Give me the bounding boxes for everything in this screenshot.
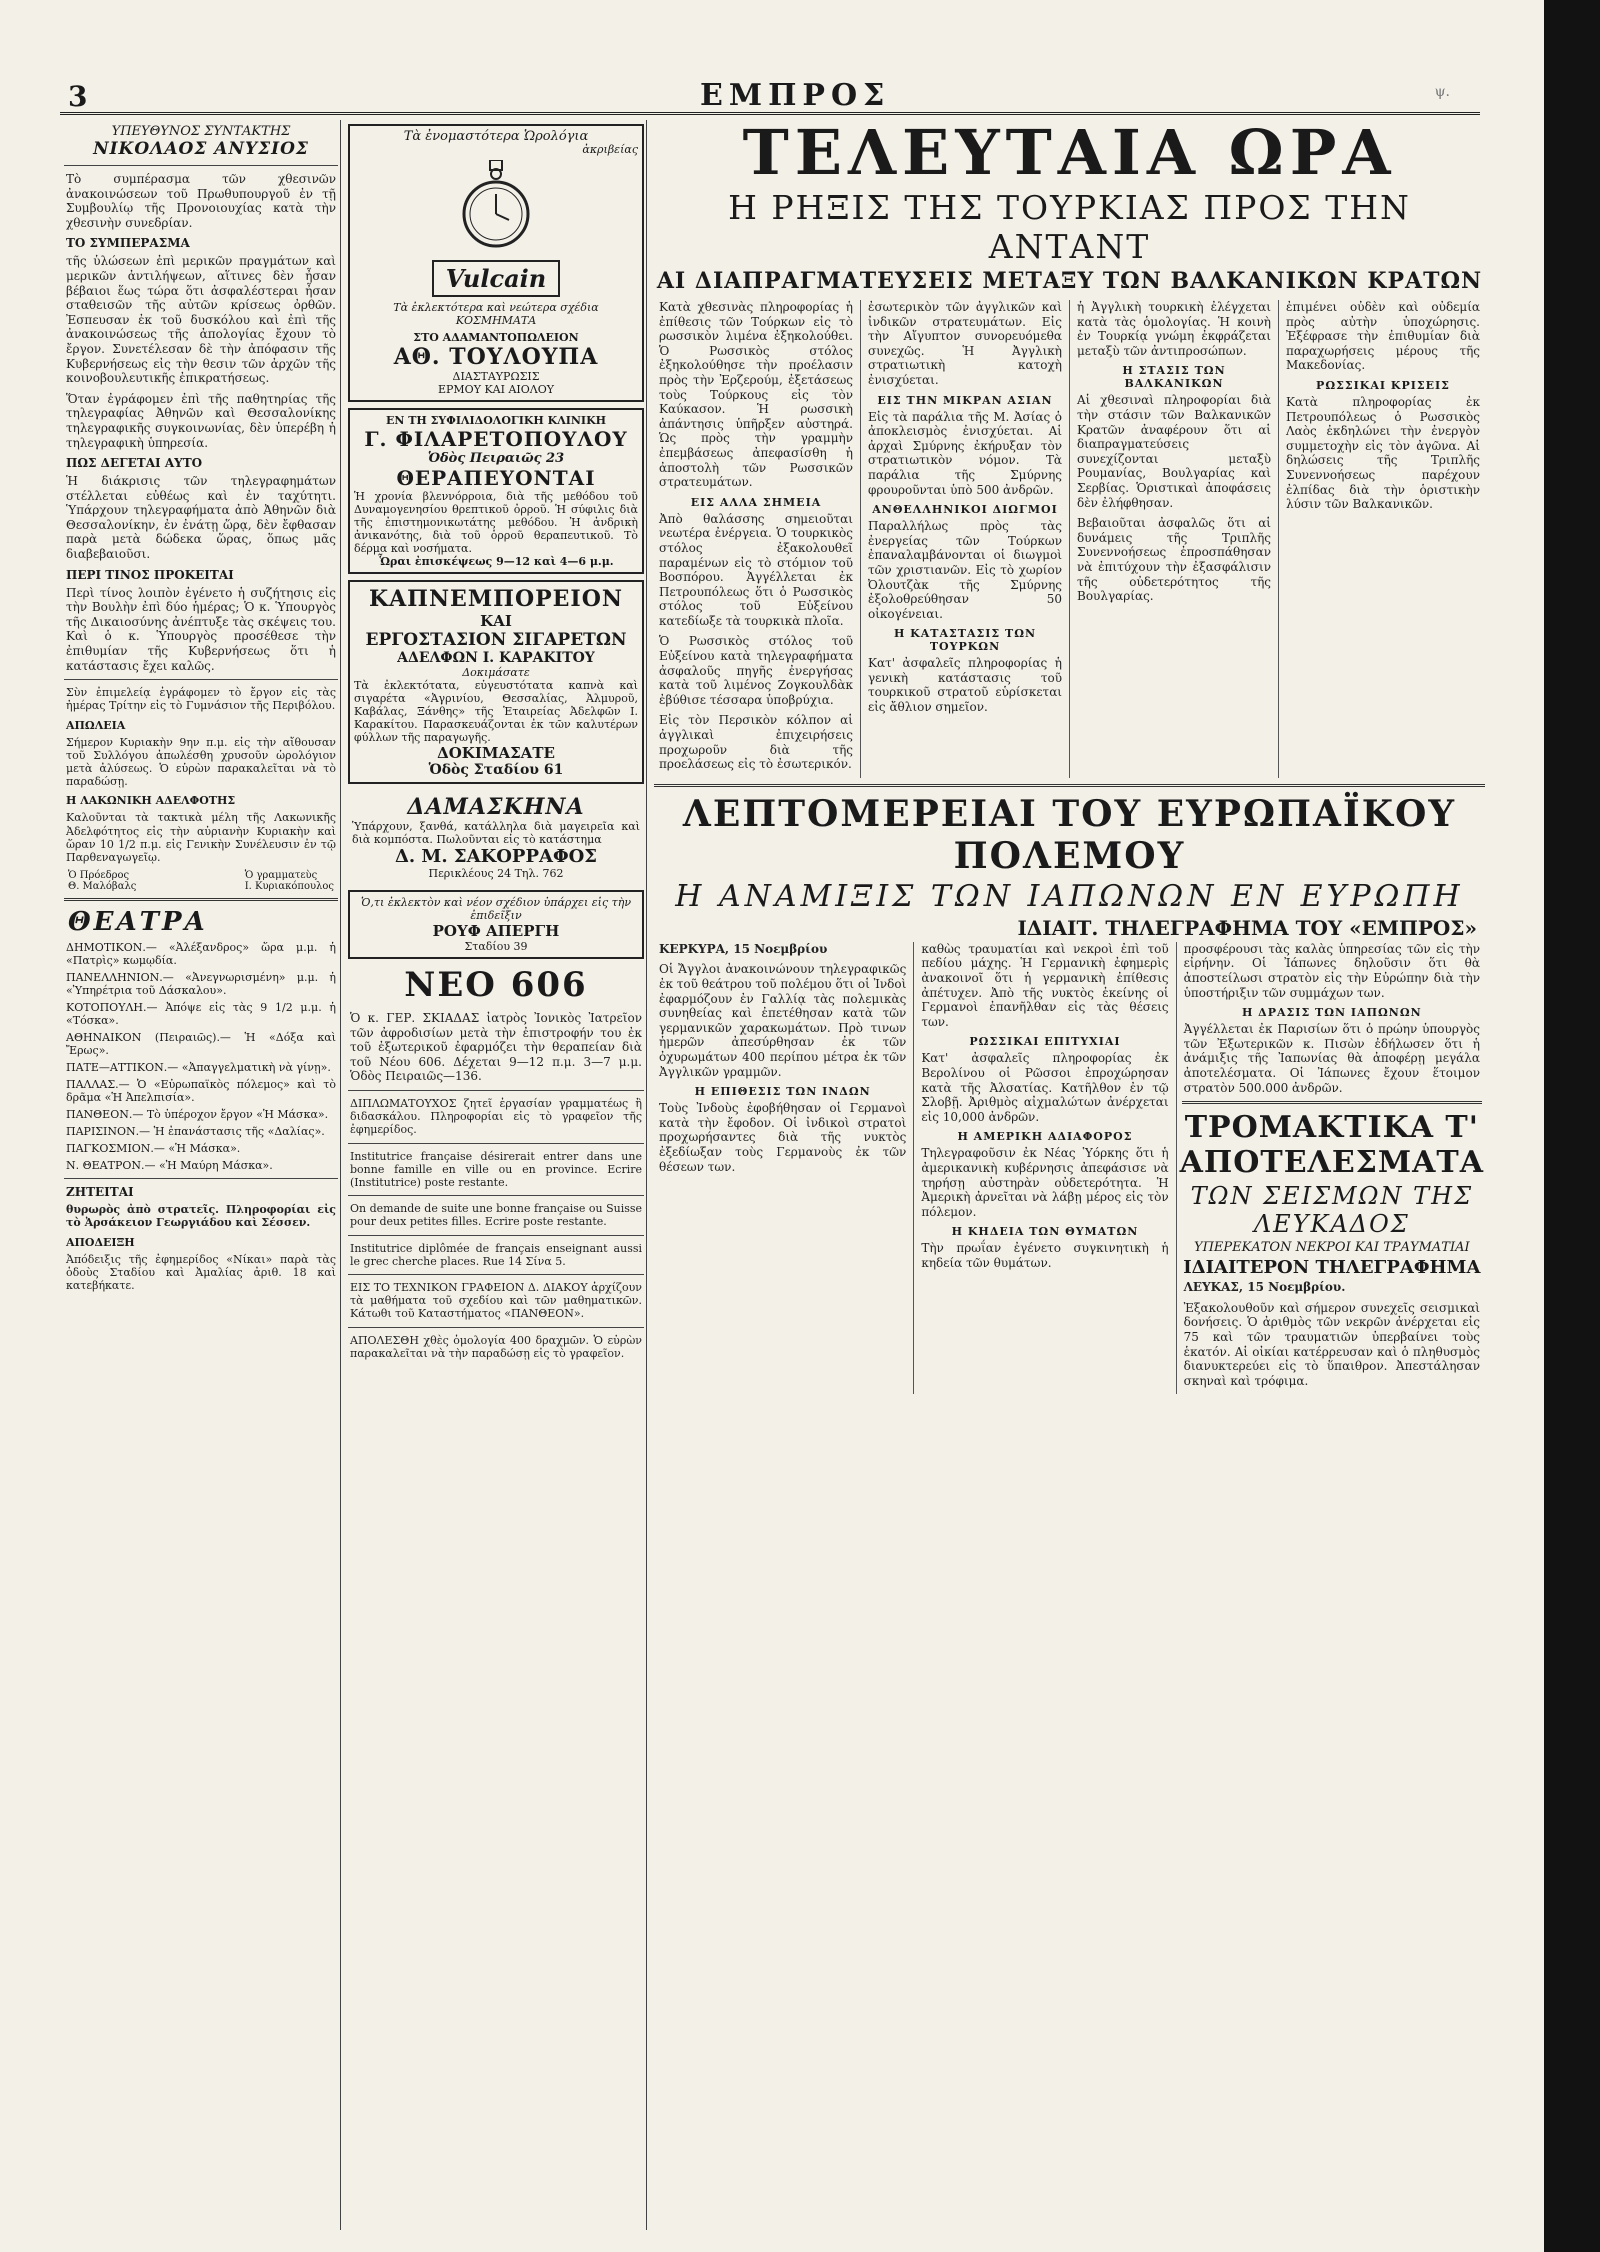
war-c-1: προσφέρουσι τὰς καλὰς ὑπηρεσίας τῶν εἰς τὴν εἰρήνην. Οἱ Ἰάπωνες δηλοῦσιν ὅτι θὰ ἀποστείλωσι στρατὸν εἰς τὴν Εὐρώπην διὰ τὴν ὑποστήριξιν τῶν συμμάχων των. bbox=[1183, 941, 1480, 1000]
wanted-subhead: ΖΗΤΕΙΤΑΙ bbox=[66, 1185, 134, 1200]
clinic-hours: Ὧραι ἐπισκέψεως 9—12 καὶ 4—6 μ.μ. bbox=[378, 555, 614, 568]
war-a-1: Οἱ Ἄγγλοι ἀνακοινώνουν τηλεγραφικῶς ἐκ τοῦ θεάτρου τοῦ πολέμου ὅτι οἱ Ἰνδοὶ ἐφαρμόζουν ἐν Γαλλίᾳ τὰς πολεμικὰς συνηθείας καὶ ἐπετέθησαν κατὰ τῶν γερμανικῶν χαρακωμάτων. Πρὸ τινων ἡμερῶν ἀπεσύρθησαν ἐκ τῶν ὀχυρωμάτων 400 περίπου μέτρα ἐκ τῶν Ἀγγλικῶν γραμμῶν. bbox=[659, 962, 907, 1079]
article-1-body: τῆς ὑλώσεων ἐπὶ μερικῶν πραγμάτων καὶ μερικῶν ἀντιλήψεων, αἵτινες δὲν ἦσαν βέβαιοι ἕως τώρα ὅτι ἀσφαλέστεραι ἦσαν σταθεισῶν τῆς αὐτῶν κρίσεως ὀρθῶν. Ἐσπευσαν ἐκ τοῦ δυσκόλου καὶ ἐπὶ τῆς ἀνακοινώσεως τῆς ἀπολογίας ἔχουν τὸ ἔργον. Συνετέλεσαν δὲ τὴν ἀπόφασιν τῆς Κυβερνήσεως εἰς τὴν θεσιν τῶν ἀρχῶν τῆς κοινοβουλευτικῆς ἐπικρατήσεως. bbox=[66, 254, 336, 386]
news-b-4: Κατ' ἀσφαλεῖς πληροφορίας ἡ γενικὴ κατάστασις τοῦ τουρκικοῦ στρατοῦ εὑρίσκεται εἰς ἄθλιον σημεῖον. bbox=[868, 656, 1062, 715]
war-column-c bbox=[1177, 942, 1487, 1395]
clinic-text: Ἡ χρονία βλεννόρροια, διὰ τῆς μεθόδου τοῦ Δυναμογενησίου θρεπτικοῦ ὀρροῦ. Ἡ σύφιλις διὰ τῆς ἐπιστημονικωτάτης μεθόδου. Ἡ ἀνδρικὴ ἀνικανότης, διὰ τοῦ ὁρροῦ θεραπευτικοῦ. Τὸ δέρμα καὶ νοσήματα. bbox=[354, 490, 638, 555]
tobacco-text: Τὰ ἐκλεκτότατα, εὐγευστότατα καπνὰ καὶ σιγαρέτα «Ἀγρινίου, Θεσσαλίας, Ἀλμυροῦ, Καβάλας, Ξάνθης» τῆς Ἑταιρείας Ἀδελφῶν Ι. Καρακίτου. Παρασκευάζονται ἐκ τῶν καλυτέρων φύλλων τῆς παραγωγῆς. bbox=[354, 679, 638, 744]
watch-ad bbox=[348, 124, 644, 402]
tobacco-line4: ΑΔΕΛΦΩΝ Ι. ΚΑΡΑΚΙΤΟΥ bbox=[397, 650, 595, 666]
war-subtitle: Η ΑΝΑΜΙΞΙΣ ΤΩΝ ΙΑΠΩΝΩΝ ΕΝ ΕΥΡΩΠΗ bbox=[675, 878, 1464, 914]
watch-ad-line5: ΔΙΑΣΤΑΥΡΩΣΙΣ bbox=[452, 370, 540, 383]
war-b-4: Τὴν πρωΐαν ἐγένετο συγκινητικὴ ἡ κηδεία τῶν θυμάτων. bbox=[921, 1241, 1169, 1270]
clinic-address: Ὁδὸς Πειραιῶς 23 bbox=[427, 451, 565, 466]
war-b-subhead-3: Η ΚΗΔΕΙΑ ΤΩΝ ΘΥΜΑΤΩΝ bbox=[951, 1225, 1139, 1239]
article-1-lead: Τὸ συμπέρασμα τῶν χθεσινῶν ἀνακοινώσεων τοῦ Πρωθυπουργοῦ ἐν τῇ Συμβουλίῳ τῆς Προνοιουχίας κατὰ τὴν χθεσινὴν συνεδρίαν. bbox=[66, 172, 336, 230]
scan-edge bbox=[1544, 0, 1600, 2252]
headline-sub-1: Η ΡΗΞΙΣ ΤΗΣ ΤΟΥΡΚΙΑΣ ΠΡΟΣ ΤΗΝ ΑΝΤΑΝΤ bbox=[728, 188, 1411, 266]
watch-ad-line6: ΕΡΜΟΥ ΚΑΙ ΑΙΟΛΟΥ bbox=[437, 383, 554, 396]
watch-ad-line3: Τὰ ἐκλεκτότερα καὶ νεώτερα σχέδια ΚΟΣΜΗΜΑΤΑ bbox=[393, 301, 599, 327]
theatre-item: ΠΑΝΘΕΟΝ.— Τὸ ὑπέροχον ἔργον «Ἡ Μάσκα». bbox=[66, 1108, 329, 1122]
misc-notice-2: Institutrice française désirerait entrer dans une bonne famille en ville ou en province. Ecrire (Institutrice) poste restante. bbox=[350, 1149, 642, 1189]
watch-brand: Vulcain bbox=[432, 260, 560, 297]
news-c-subhead: Η ΣΤΑΣΙΣ ΤΩΝ ΒΑΛΚΑΝΙΚΩΝ bbox=[1122, 364, 1226, 391]
editor-label: ΥΠΕΥΘΥΝΟΣ ΣΥΝΤΑΚΤΗΣ bbox=[111, 124, 291, 139]
news-a-2: Ἀπὸ θαλάσσης σημειοῦται νεωτέρα ἐνέργεια. Ὁ τουρκικὸς στόλος ἐξακολουθεῖ παραμένων εἰς τὸ στόμιον τοῦ Βοσπόρου. Ἀγγέλλεται ἐκ Πετρουπόλεως ὅτι ὁ Ρωσσικὸς στόλος τοῦ Εὐξείνου κατεδίωξε τὰ τουρκικὰ πλοῖα. bbox=[659, 511, 853, 628]
misc-notice-3: On demande de suite une bonne française ou Suisse pour deux petites filles. Ecrire poste restante. bbox=[350, 1202, 643, 1229]
news-b-subhead-2: ΑΝΘΕΛΛΗΝΙΚΟΙ ΔΙΩΓΜΟΙ bbox=[872, 503, 1058, 517]
watch-ad-line2: ἀκριβείας bbox=[582, 143, 638, 156]
lakonian-signatures bbox=[68, 870, 334, 892]
news-b-2: Εἰς τὰ παράλια τῆς Μ. Ἀσίας ὁ ἀποκλεισμὸς ἐνισχύεται. Αἱ ἀρχαὶ Σμύρνης ἐκήρυξαν τὸν στρατιωτικὸν νόμον. Τὰ παράλια τῆς Σμύρνης φρουροῦνται ὑπὸ 500 ἀνδρῶν. bbox=[868, 409, 1062, 497]
news-a-4: Εἰς τὸν Περσικὸν κόλπον αἱ ἀγγλικαὶ ἐπιχειρήσεις προχωροῦν διὰ τῆς προελάσεως εἰς τὸ ἐσωτερικόν. bbox=[659, 713, 853, 772]
article-1-subhead: ΤΟ ΣΥΜΠΕΡΑΣΜΑ bbox=[66, 236, 190, 251]
war-b-1: καθὼς τραυματίαι καὶ νεκροὶ ἐπὶ τοῦ πεδίου μάχης. Ἡ Γερμανικὴ ἐφημερὶς ἀνακοινοῖ ὅτι ἡ γερμανικὴ ἐπίθεσις ἀπέτυχεν. Ἀπὸ τῆς νυκτὸς ἐκείνης οἱ Γερμανοὶ ἐπανῆλθαν εἰς τὰς θέσεις των. bbox=[921, 941, 1169, 1029]
news-area bbox=[652, 120, 1487, 2230]
news-d-2: Κατὰ πληροφορίας ἐκ Πετρουπόλεως ὁ Ρωσσικὸς Λαὸς ἐκδηλώνει τὴν ἐνεργὸν συμμετοχὴν εἰς τὸν ἀγῶνα. Αἱ δηλώσεις τῆς Τριπλῆς Συνεννοήσεως παρέχουν ἐλπίδας διὰ τὴν ὁριστικὴν λύσιν τῶν Βαλκανικῶν. bbox=[1286, 394, 1480, 512]
theatre-item: ΠΑΝΕΛΛΗΝΙΟΝ.— «Ἀνεγνωρισμένη» μ.μ. ἡ «Ὑπηρέτρια τοῦ Δάσκαλου». bbox=[66, 971, 336, 998]
prunes-shop: Δ. Μ. ΣΑΚΟΡΡΑΦΟΣ bbox=[394, 846, 598, 867]
watch-shop: ΑΘ. ΤΟΥΛΟΥΠΑ bbox=[393, 344, 599, 370]
war-column-a bbox=[652, 942, 914, 1395]
left-column bbox=[62, 120, 341, 2230]
quake-title: ΤΡΟΜΑΚΤΙΚΑ Τ' ΑΠΟΤΕΛΕΣΜΑΤΑ bbox=[1179, 1110, 1484, 1181]
news-c-2: Αἱ χθεσιναὶ πληροφορίαι διὰ τὴν στάσιν τῶν Βαλκανικῶν Κρατῶν ἀναφέρουν ὅτι αἱ διαπραγματεύσεις συνεχίζονται μεταξὺ Ρουμανίας, Βουλγαρίας καὶ Σερβίας. Ὁριστικαὶ ἀποφάσεις δὲν ἐλήφθησαν. bbox=[1077, 393, 1271, 510]
ads-column bbox=[346, 120, 647, 2230]
news-a-subhead: ΕΙΣ ΑΛΛΑ ΣΗΜΕΙΑ bbox=[690, 495, 822, 509]
clinic-ad bbox=[348, 408, 644, 574]
notice-1: Σὺν ἐπιμελείᾳ ἐγράφομεν τὸ ἔργον εἰς τὰς ἡμέρας Τρίτην εἰς τὸ Γυμνάσιον τῆς Περιβόλου. bbox=[66, 686, 336, 713]
watch-ad-line1: Τὰ ἐνομαστότερα Ὡρολόγια bbox=[403, 129, 589, 144]
tobacco-address: Ὁδὸς Σταδίου 61 bbox=[428, 762, 564, 778]
war-dateline: ΚΕΡΚΥΡΑ, 15 Νοεμβρίου bbox=[659, 941, 828, 956]
article-2-subhead: ΠΩΣ ΔΕΓΕΤΑΙ ΑΥΤΟ bbox=[66, 456, 203, 471]
lakonian-notice: Καλοῦνται τὰ τακτικὰ μέλη τῆς Λακωνικῆς Ἀδελφότητος εἰς τὴν αὐριανὴν Κυριακὴν καὶ ὥραν 10 1/2 π.μ. εἰς Γενικὴν Συνέλευσιν ἐν τῷ Παρθεναγωγεῖῳ. bbox=[66, 811, 336, 865]
misc-notice-4: Institutrice diplômée de français enseignant aussi le grec cherche places. Rue 14 Σίνα 5. bbox=[350, 1241, 642, 1268]
theatre-item: ΠΑΓΚΟΣΜΙΟΝ.— «Ἡ Μάσκα». bbox=[66, 1142, 241, 1156]
news-b-3: Παραλλήλως πρὸς τὰς ἐνεργείας τῶν Τούρκων ἐπαναλαμβάνονται οἱ διωγμοὶ τῶν χριστιανῶν. Εἰς τὸ χωρίον Ὀλουτζὰκ τῆς Σμύρνης ἐξολοθρεύθησαν 50 οἰκογένειαι. bbox=[868, 519, 1062, 621]
article-2-lead: Ὅταν ἐγράφομεν ἐπὶ τῆς παθητηρίας τῆς τηλεγραφίας Ἀθηνῶν καὶ Θεσσαλονίκης τηλεγραφικῆς συγκοινωνίας, δὲν ὑπερέβη ἡ τηλεγραφικὴ ὑπηρεσία. bbox=[66, 391, 336, 450]
lost-subhead: ΑΠΩΛΕΙΑ bbox=[66, 718, 126, 732]
theatre-item: ΠΑΤΕ—ΑΤΤΙΚΟΝ.— «Ἀπαγγελματικὴ νὰ γίνῃ». bbox=[66, 1061, 331, 1075]
war-b-subhead-1: ΡΩΣΣΙΚΑΙ ΕΠΙΤΥΧΙΑΙ bbox=[969, 1035, 1121, 1049]
theatre-title: ΘΕΑΤΡΑ bbox=[68, 907, 208, 938]
clinic-line1: ΕΝ ΤΗ ΣΥΦΙΛΙΔΟΛΟΓΙΚΗ ΚΛΙΝΙΚΗ bbox=[385, 414, 607, 427]
theatre-item: ΚΟΤΟΠΟΥΛΗ.— Ἀπόψε εἰς τὰς 9 1/2 μ.μ. ἡ «Τόσκα». bbox=[66, 1001, 336, 1028]
tailor-ad bbox=[348, 890, 644, 959]
headline: ΤΕΛΕΥΤΑΙΑ ΩΡΑ bbox=[742, 120, 1397, 189]
lakonian-subhead: Η ΛΑΚΩΝΙΚΗ ΑΔΕΛΦΟΤΗΣ bbox=[66, 794, 236, 808]
war-column-b bbox=[914, 942, 1176, 1395]
tailor-address: Σταδίου 39 bbox=[464, 940, 528, 953]
page-tag: ψ. bbox=[1434, 84, 1450, 100]
masthead-bar bbox=[60, 78, 1480, 115]
top-news-columns bbox=[652, 300, 1487, 778]
misc-notice-6: ΑΠΟΛΕΣΘΗ χθὲς ὁμολογία 400 δραχμῶν. Ὁ εὑρὼν παρακαλεῖται νὰ τὴν παραδώσῃ εἰς τὸ γραφεῖον. bbox=[350, 1333, 642, 1360]
final-notice: Ἀπόδειξις τῆς ἐφημερίδος «Νίκαι» παρὰ τὰς ὁδοὺς Σταδίου καὶ Ἀμαλίας ἀριθ. 18 καὶ κατεβήκατε. bbox=[66, 1252, 336, 1293]
tobacco-line2: ΚΑΙ bbox=[480, 612, 512, 630]
theatre-item: Ν. ΘΕΑΤΡΟΝ.— «Ἡ Μαύρη Μάσκα». bbox=[66, 1159, 273, 1173]
news-a-1: Κατὰ χθεσινὰς πληροφορίας ἡ ἐπίθεσις τῶν Τούρκων εἰς τὸ ρωσσικὸν λιμένα ἐξηκολούθει. Ὁ Ρωσσικὸς στόλος ἐξηκολούθησε τὴν προέλασιν πρὸς τὴν Ἐρζερούμ, ἐξετάσεως τοὺς Τούρκους εἰς τὸν Καύκασον. Ἡ ρωσσικὴ ἀπάντησις ὑπῆρξεν αὐστηρά. Ὡς πρὸς τὴν γραμμὴν ἐπεμβάσεως ἀπεφασίσθη ἡ ἀποστολὴ τῶν Ρωσσικῶν στρατευμάτων. bbox=[659, 300, 853, 490]
war-telegram-label: ΙΔΙΑΙΤ. ΤΗΛΕΓΡΑΦΗΜΑ ΤΟΥ «ΕΜΠΡΟΣ» bbox=[1017, 915, 1477, 940]
news-b-subhead-3: Η ΚΑΤΑΣΤΑΣΙΣ ΤΩΝ ΤΟΥΡΚΩΝ bbox=[893, 627, 1037, 654]
news-d-subhead: ΡΩΣΣΙΚΑΙ ΚΡΙΣΕΙΣ bbox=[1316, 378, 1450, 392]
tobacco-heading: Δοκιμάσατε bbox=[462, 666, 530, 679]
clinic-heading: ΘΕΡΑΠΕΥΟΝΤΑΙ bbox=[396, 466, 596, 490]
prunes-address: Περικλέους 24 Τηλ. 762 bbox=[428, 867, 564, 880]
news-d-1: ἐπιμένει οὐδὲν καὶ οὐδεμία πρὸς αὐτὴν ὑποχώρησις. Ἐξέφρασε τὴν ἐπιθυμίαν διὰ παραχωρήσεις μέρους τῆς Μακεδονίας. bbox=[1286, 300, 1480, 373]
article-2-body: Ἡ διάκρισις τῶν τηλεγραφημάτων στέλλεται εὐθέως καὶ ἐν ταχύτητι. Ὑπάρχουν τηλεγραφήματα ἀπὸ Ἀθηνῶν διὰ Θεσσαλονίκην, ἐν ἐνάτῃ ὥρᾳ, δὲν ἔφθασαν παρὰ μετὰ δώδεκα ὥρας, ὅπως μᾶς διαβεβαιοῦσι. bbox=[66, 474, 336, 562]
quake-dateline: ΛΕΥΚΑΣ, 15 Νοεμβρίου. bbox=[1183, 1280, 1346, 1295]
news-column-a bbox=[652, 300, 861, 778]
misc-notice-1: ΔΙΠΛΩΜΑΤΟΥΧΟΣ ζητεῖ ἐργασίαν γραμματέως ἢ διδασκάλου. Πληροφορίαι εἰς τὸ γραφεῖον τῆς ἐφημερίδος. bbox=[350, 1096, 642, 1137]
theatre-item: ΠΑΡΙΣΙΝΟΝ.— Ἡ ἐπανάστασις τῆς «Δαλίας». bbox=[66, 1125, 325, 1139]
masthead: ΕΜΠΡΟΣ bbox=[700, 78, 891, 113]
prunes-title: ΔΑΜΑΣΚΗΝΑ bbox=[407, 794, 585, 820]
tobacco-ad bbox=[348, 580, 644, 784]
war-columns bbox=[652, 942, 1487, 1395]
final-subhead: ΑΠΟΔΕΙΞΗ bbox=[66, 1235, 135, 1249]
watch-ad-line4: ΣΤΟ ΑΔΑΜΑΝΤΟΠΩΛΕΙΟΝ bbox=[413, 331, 579, 344]
tobacco-line3: ΕΡΓΟΣΤΑΣΙΟΝ ΣΙΓΑΡΕΤΩΝ bbox=[365, 630, 627, 650]
news-column-d bbox=[1279, 300, 1487, 778]
war-c-2: Ἀγγέλλεται ἐκ Παρισίων ὅτι ὁ πρώην ὑπουργὸς τῶν Ἐξωτερικῶν κ. Πισὼν ἐδήλωσεν ὅτι ἡ ἀνάμιξις τῆς Ἰαπωνίας θὰ ἀποφέρῃ μεγάλα ἀποτελέσματα. Οἱ Ἰάπωνες ἔχουν ἕτοιμον στρατὸν 500.000 ἀνδρῶν. bbox=[1183, 1022, 1480, 1095]
war-c-subhead: Η ΔΡΑΣΙΣ ΤΩΝ ΙΑΠΩΝΩΝ bbox=[1241, 1006, 1422, 1020]
news-c-3: Βεβαιοῦται ἀσφαλῶς ὅτι αἱ δυνάμεις τῆς Τριπλῆς Συνεννοήσεως ἐπροσπάθησαν νὰ ἐπιτύχουν τὴν ἐξασφάλισιν τῆς οὐδετερότητος τῆς Βουλγαρίας. bbox=[1077, 516, 1271, 604]
prunes-text: Ὑπάρχουν, ξανθά, κατάλληλα διὰ μαγειρεῖα καὶ διὰ κομπόστα. Πωλοῦνται εἰς τὸ κατάστημα bbox=[352, 820, 640, 846]
news-b-subhead-1: ΕΙΣ ΤΗΝ ΜΙΚΡΑΝ ΑΣΙΑΝ bbox=[877, 393, 1053, 407]
war-title: ΛΕΠΤΟΜΕΡΕΙΑΙ ΤΟΥ ΕΥΡΩΠΑΪΚΟΥ ΠΟΛΕΜΟΥ bbox=[682, 792, 1457, 877]
lost-notice: Σήμερον Κυριακὴν 9ην π.μ. εἰς τὴν αἴθουσαν τοῦ Συλλόγου ἀπωλέσθη χρυσοῦν ὡρολόγιον μετὰ ἀλύσεως. Ὁ εὑρὼν παρακαλεῖται νὰ τὸ παραδώσῃ. bbox=[66, 735, 336, 789]
theatre-item: ΠΑΛΛΑΣ.— Ὁ «Εὐρωπαϊκὸς πόλεμος» καὶ τὸ δρᾶμα «Ἡ Ἀπελπισία». bbox=[66, 1078, 336, 1105]
lakonian-sig-left: Ὁ Πρόεδρος Θ. Μαλόβαλς bbox=[68, 870, 137, 893]
quake-telegram-label: ΙΔΙΑΙΤΕΡΟΝ ΤΗΛΕΓΡΑΦΗΜΑ bbox=[1183, 1257, 1481, 1279]
news-column-b bbox=[861, 300, 1070, 778]
news-b-1: ἐσωτερικὸν τῶν ἀγγλικῶν καὶ ἰνδικῶν στρατευμάτων. Εἰς τὴν Αἴγυπτον συνορευόμεθα συνεχῶς. Ἡ Ἀγγλικὴ στρατιωτικὴ κατοχὴ ἐνισχύεται. bbox=[868, 300, 1062, 387]
news-column-c bbox=[1070, 300, 1279, 778]
neo606-text: Ὁ κ. ΓΕΡ. ΣΚΙΑΔΑΣ ἰατρὸς Ἰονικὸς Ἰατρεῖον τῶν ἀφροδισίων μετὰ τὴν ἐπιστροφήν του ἐκ τοῦ ἐξωτερικοῦ ἐφαρμόζει τὴν θεραπείαν διὰ τοῦ Νέου 606. Δέχεται 9—12 π.μ. 3—7 μ.μ. Ὁδὸς Πειραιῶς—136. bbox=[350, 1011, 642, 1084]
article-3-body: Περὶ τίνος λοιπὸν ἐγένετο ἡ συζήτησις εἰς τὴν Βουλὴν ἐπὶ δύο ἡμέρας; Ὁ κ. Ὑπουργὸς τῆς Δικαιοσύνης ἀνέπτυξε τὰς σκέψεις του. Καὶ ὁ κ. Ὑπουργὸς προσέθεσε τὴν ἐπιθυμίαν τῆς Κυβερνήσεως ὅτι ἡ κατάστασις ἔχει καλῶς. bbox=[66, 585, 336, 673]
wanted-notice: θυρωρὸς ἀπὸ στρατεῖς. Πληροφορίαι εἰς τὸ Ἀρσάκειον Γεωργιάδου καὶ Σέσσεν. bbox=[66, 1203, 336, 1230]
tailor-name: ΡΟΥΦ ΑΠΕΡΓΗ bbox=[432, 922, 560, 940]
war-b-2: Κατ' ἀσφαλεῖς πληροφορίας ἐκ Βερολίνου οἱ Ρῶσσοι ἐπροχώρησαν κατὰ τῆς Ἀλσατίας. Κατῆλθον ἐν τῷ Σλοβῇ. Ἀριθμὸς αἰχμαλώτων ἀνέρχεται εἰς 10,000 ἀνδρῶν. bbox=[921, 1051, 1169, 1124]
war-a-subhead: Η ΕΠΙΘΕΣΙΣ ΤΩΝ ΙΝΔΩΝ bbox=[694, 1085, 871, 1099]
war-b-3: Τηλεγραφοῦσιν ἐκ Νέας Ὑόρκης ὅτι ἡ ἀμερικανικὴ κυβέρνησις ἀπεφάσισε νὰ τηρήσῃ αὐστηρὰν οὐδετερότητα. Ἡ Ἀμερικὴ ἀρνεῖται νὰ λάβῃ μέρος εἰς τὸν πόλεμον. bbox=[921, 1146, 1169, 1219]
prunes-ad bbox=[348, 790, 644, 884]
theatre-list bbox=[62, 941, 340, 1172]
quake-subtitle: ΤΩΝ ΣΕΙΣΜΩΝ ΤΗΣ ΛΕΥΚΑΔΟΣ bbox=[1190, 1182, 1474, 1239]
tobacco-line1: ΚΑΠΝΕΜΠΟΡΕΙΟΝ bbox=[368, 586, 623, 612]
pocket-watch-icon bbox=[461, 160, 531, 252]
article-3-subhead: ΠΕΡΙ ΤΙΝΟΣ ΠΡΟΚΕΙΤΑΙ bbox=[66, 567, 234, 582]
theatre-item: ΔΗΜΟΤΙΚΟΝ.— «Ἀλέξανδρος» ὥρα μ.μ. ἡ «Πατρὶς» κωμῳδία. bbox=[66, 941, 336, 968]
tobacco-try: ΔΟΚΙΜΑΣΑΤΕ bbox=[437, 744, 555, 762]
news-a-3: Ὁ Ρωσσικὸς στόλος τοῦ Εὐξείνου κατὰ τηλεγραφήματα ἀσφαλοῦς πηγῆς ἐνεργήσας κατὰ τοῦ λιμένος Ζογκουλδὰκ ἐβύθισε τέσσαρα ὑποβρύχια. bbox=[659, 634, 853, 707]
headline-sub-2: ΑΙ ΔΙΑΠΡΑΓΜΑΤΕΥΣΕΙΣ ΜΕΤΑΞΥ ΤΩΝ ΒΑΛΚΑΝΙΚΩΝ ΚΡΑΤΩΝ bbox=[656, 268, 1483, 294]
lakonian-sig-right: Ὁ γραμματεὺς Ι. Κυριακόπουλος bbox=[244, 870, 334, 893]
war-a-2: Τοὺς Ἰνδοὺς ἐφοβήθησαν οἱ Γερμανοὶ κατὰ τὴν ἔφοδον. Οἱ ἰνδικοὶ στρατοὶ προχωρήσαντες διὰ τῆς νυκτὸς ἐξεδίωξαν τοὺς Γερμανοὺς ἐκ τῶν θέσεων των. bbox=[659, 1101, 907, 1174]
page-number: 3 bbox=[68, 80, 88, 113]
editor-name: ΝΙΚΟΛΑΟΣ ΑΝΥΣΙΟΣ bbox=[93, 139, 309, 159]
quake-text: Ἐξακολουθοῦν καὶ σήμερον συνεχεῖς σεισμικαὶ δονήσεις. Ὁ ἀριθμὸς τῶν νεκρῶν ἀνέρχεται εἰς 75 καὶ τῶν τραυματιῶν ὑπερβαίνει τοὺς ἑκατόν. Αἱ οἰκίαι κατέρρευσαν καὶ ὁ πληθυσμὸς διανυκτερεύει εἰς τὸ ὕπαιθρον. Ἀπεστάλησαν σκηναὶ καὶ τρόφιμα. bbox=[1183, 1300, 1480, 1388]
theatre-item: ΑΘΗΝΑΙΚΟΝ (Πειραιῶς).— Ἡ «Δόξα καὶ Ἔρως». bbox=[66, 1031, 336, 1058]
quake-subtitle-2: ΥΠΕΡΕΚΑΤΟΝ ΝΕΚΡΟΙ ΚΑΙ ΤΡΑΥΜΑΤΙΑΙ bbox=[1194, 1240, 1470, 1256]
neo606-title: ΝΕΟ 606 bbox=[404, 965, 588, 1005]
war-b-subhead-2: Η ΑΜΕΡΙΚΗ ΑΔΙΑΦΟΡΟΣ bbox=[957, 1130, 1133, 1144]
misc-notice-5: ΕΙΣ ΤΟ ΤΕΧΝΙΚΟΝ ΓΡΑΦΕΙΟΝ Δ. ΔΙΑΚΟΥ ἀρχίζουν τὰ μαθήματα τοῦ σχεδίου καὶ τῶν μαθηματικῶν. Κάτωθι τοῦ Καταστήματος «ΠΑΝΘΕΟΝ». bbox=[350, 1281, 642, 1321]
clinic-name: Γ. ΦΙΛΑΡΕΤΟΠΟΥΛΟΥ bbox=[364, 427, 628, 451]
tailor-line1: Ὁ,τι ἐκλεκτὸν καὶ νέον σχέδιον ὑπάρχει εἰς τὴν ἐπιδεῖξιν bbox=[360, 896, 632, 922]
news-c-1: ἡ Ἀγγλικὴ τουρκικὴ ἐλέγχεται κατὰ τὰς ὁμολογίας. Ἡ κοινὴ ἐν Τουρκίᾳ γνώμη ἐκφράζεται μεταξὺ τῶν ἀντιπροσώπων. bbox=[1077, 300, 1271, 358]
